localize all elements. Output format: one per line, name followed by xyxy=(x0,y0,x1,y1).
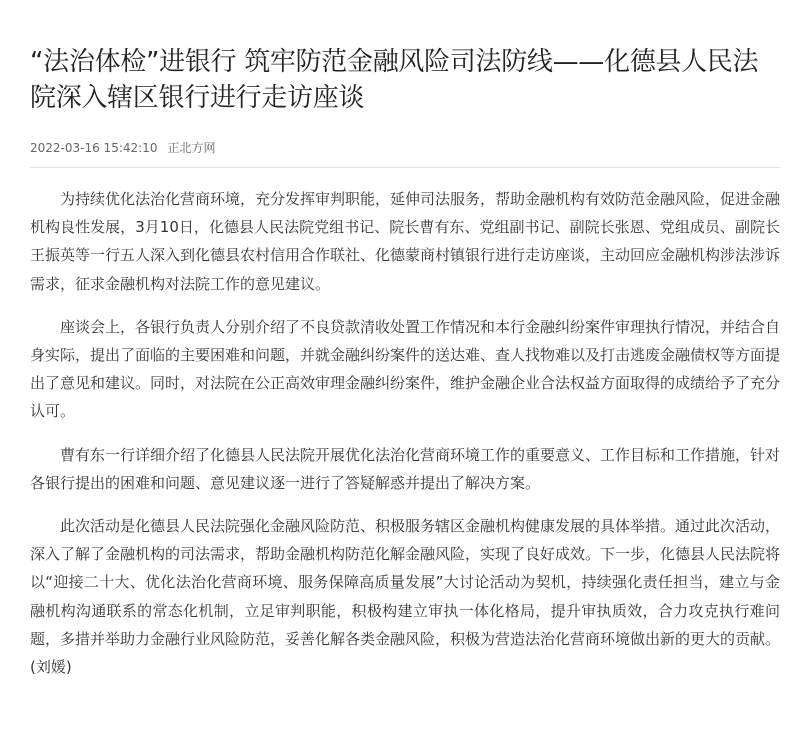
article xyxy=(30,0,780,696)
paragraph: 曹有东一行详细介绍了化德县人民法院开展优化法治化营商环境工作的重要意义、工作目标和工作措施，针对各银行提出的困难和问题、意见建议逐一进行了答疑解惑并提出了解决方案。 xyxy=(30,445,781,492)
article-title: “法治体检”进银行 筑牢防范金融风险司法防线——化德县人民法院深入辖区银行进行走访座谈 xyxy=(30,47,759,113)
paragraph: 座谈会上，各银行负责人分别介绍了不良贷款清收处置工作情况和本行金融纠纷案件审理执行情况，并结合自身实际，提出了面临的主要困难和问题，并就金融纠纷案件的送达难、查人找物难以及打击逃废金融债权等方面提出了意见和建议。同时，对法院在公正高效审理金融纠纷案件，维护金融企业合法权益方面取得的成绩给予了充分认可。 xyxy=(30,317,781,421)
article-body xyxy=(30,185,780,681)
divider xyxy=(30,167,780,168)
article-source: 正北方网 xyxy=(167,141,216,155)
paragraph: 为持续优化法治化营商环境，充分发挥审判职能，延伸司法服务，帮助金融机构有效防范金融风险，促进金融机构良性发展，3月10日，化德县人民法院党组书记、院长曹有东、党组副书记、副院长张恩、党组成员、副院长王振英等一行五人深入到化德县农村信用合作联社、化德蒙商村镇银行进行走访座谈，主动回应金融机构涉法涉诉需求，征求金融机构对法院工作的意见建议。 xyxy=(30,190,781,293)
article-meta xyxy=(30,138,780,158)
publish-datetime: 2022-03-16 15:42:10 xyxy=(30,141,158,155)
paragraph: 此次活动是化德县人民法院强化金融风险防范、积极服务辖区金融机构健康发展的具体举措。通过此次活动，深入了解了金融机构的司法需求，帮助金融机构防范化解金融风险，实现了良好成效。下一步，化德县人民法院将以“迎接二十大、优化法治化营商环境、服务保障高质量发展”大讨论活动为契机，持续强化责任担当，建立与金融机构沟通联系的常态化机制，立足审判职能，积极构建立审执一体化格局，提升审执质效，合力攻克执行难问题，多措并举助力金融行业风险防范，妥善化解各类金融风险，积极为营造法治化营商环境做出新的更大的贡献。(刘媛) xyxy=(30,517,781,677)
